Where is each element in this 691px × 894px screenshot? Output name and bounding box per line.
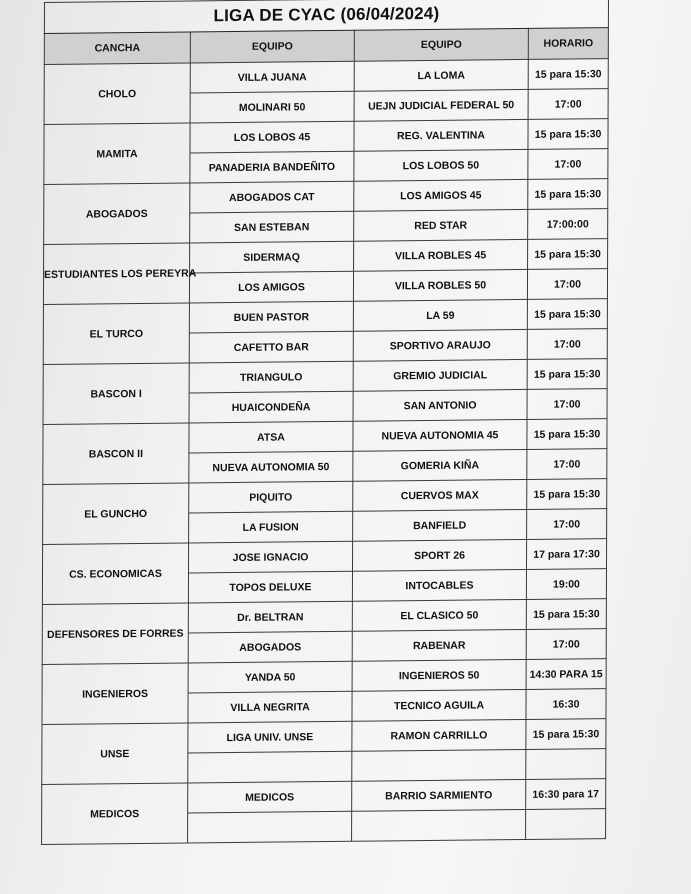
team-away-cell: SAN ANTONIO	[353, 389, 527, 421]
time-cell: 16:30	[526, 689, 606, 720]
schedule-body	[42, 59, 609, 845]
team-away-cell	[352, 749, 526, 781]
time-cell: 15 para 15:30	[528, 59, 608, 90]
team-away-cell: NUEVA AUTONOMIA 45	[353, 419, 527, 451]
team-away-cell: LOS LOBOS 50	[354, 149, 528, 181]
team-home-cell: LIGA UNIV. UNSE	[188, 721, 352, 753]
time-cell: 15 para 15:30	[527, 479, 607, 510]
cancha-cell: EL TURCO	[43, 303, 189, 365]
team-home-cell: BUEN PASTOR	[189, 301, 353, 333]
cancha-cell: ABOGADOS	[44, 183, 190, 245]
team-away-cell: TECNICO AGUILA	[352, 689, 526, 721]
team-home-cell: VILLA NEGRITA	[188, 691, 352, 723]
header-equipo-1: EQUIPO	[190, 30, 354, 63]
schedule-sheet	[41, 0, 608, 888]
team-home-cell: Dr. BELTRAN	[188, 601, 352, 633]
cancha-cell: UNSE	[42, 723, 188, 785]
team-home-cell: PANADERIA BANDEÑITO	[190, 151, 354, 183]
team-away-cell: LA 59	[353, 299, 527, 331]
team-away-cell: LOS AMIGOS 45	[354, 179, 528, 211]
cancha-cell: INGENIEROS	[42, 663, 188, 725]
time-cell: 17:00	[527, 269, 607, 300]
time-cell: 17:00	[527, 449, 607, 480]
team-home-cell	[188, 751, 352, 783]
team-away-cell: REG. VALENTINA	[354, 119, 528, 151]
team-home-cell: TRIANGULO	[189, 361, 353, 393]
cancha-cell: CS. ECONOMICAS	[42, 543, 188, 605]
team-home-cell: SAN ESTEBAN	[190, 211, 354, 243]
team-home-cell: TOPOS DELUXE	[188, 571, 352, 603]
cancha-cell: MAMITA	[44, 123, 190, 185]
time-cell: 15 para 15:30	[527, 299, 607, 330]
team-away-cell: BANFIELD	[353, 509, 527, 541]
cancha-cell: BASCON I	[43, 363, 189, 425]
time-cell: 15 para 15:30	[527, 419, 607, 450]
team-home-cell: CAFETTO BAR	[189, 331, 353, 363]
team-away-cell: INTOCABLES	[352, 569, 526, 601]
team-away-cell: RAMON CARRILLO	[352, 719, 526, 751]
team-away-cell: VILLA ROBLES 45	[354, 239, 528, 271]
cancha-cell: DEFENSORES DE FORRES	[42, 603, 188, 665]
time-cell: 16:30 para 17	[526, 779, 606, 810]
team-home-cell: HUAICONDEÑA	[189, 391, 353, 423]
time-cell: 15 para 15:30	[526, 719, 606, 750]
time-cell: 17:00	[528, 89, 608, 120]
team-away-cell: GREMIO JUDICIAL	[353, 359, 527, 391]
time-cell: 17:00	[527, 329, 607, 360]
team-home-cell: ATSA	[189, 421, 353, 453]
time-cell	[526, 749, 606, 780]
team-away-cell: GOMERIA KIÑA	[353, 449, 527, 481]
team-home-cell: PIQUITO	[189, 481, 353, 513]
team-home-cell: VILLA JUANA	[190, 61, 354, 93]
team-home-cell: LA FUSION	[189, 511, 353, 543]
cancha-cell: MEDICOS	[42, 783, 188, 845]
header-cancha: CANCHA	[44, 32, 190, 65]
team-home-cell: NUEVA AUTONOMIA 50	[189, 451, 353, 483]
team-away-cell: LA LOMA	[354, 59, 528, 91]
page-title: LIGA DE CYAC (06/04/2024)	[44, 0, 608, 33]
team-home-cell: LOS AMIGOS	[189, 271, 353, 303]
cancha-cell: ESTUDIANTES LOS PEREYRA	[43, 243, 189, 305]
team-home-cell: YANDA 50	[188, 661, 352, 693]
time-cell: 17:00	[528, 149, 608, 180]
time-cell: 17:00	[526, 629, 606, 660]
team-home-cell: MOLINARI 50	[190, 91, 354, 123]
team-home-cell: MEDICOS	[188, 781, 352, 813]
team-home-cell: ABOGADOS CAT	[190, 181, 354, 213]
team-home-cell: SIDERMAQ	[190, 241, 354, 273]
time-cell: 17 para 17:30	[526, 539, 606, 570]
team-home-cell: ABOGADOS	[188, 631, 352, 663]
team-away-cell: CUERVOS MAX	[353, 479, 527, 511]
team-away-cell: RABENAR	[352, 629, 526, 661]
time-cell: 15 para 15:30	[528, 239, 608, 270]
time-cell: 15 para 15:30	[526, 599, 606, 630]
cancha-cell: EL GUNCHO	[43, 483, 189, 545]
team-away-cell: BARRIO SARMIENTO	[352, 779, 526, 811]
schedule-table	[41, 0, 609, 845]
time-cell: 14:30 PARA 15	[526, 659, 606, 690]
team-away-cell: SPORT 26	[352, 539, 526, 571]
time-cell: 17:00:00	[528, 209, 608, 240]
team-away-cell: INGENIEROS 50	[352, 659, 526, 691]
team-home-cell: LOS LOBOS 45	[190, 121, 354, 153]
team-away-cell: RED STAR	[354, 209, 528, 241]
team-home-cell	[188, 811, 352, 843]
time-cell: 15 para 15:30	[528, 119, 608, 150]
cancha-cell: BASCON II	[43, 423, 189, 485]
team-away-cell: EL CLASICO 50	[352, 599, 526, 631]
team-away-cell: SPORTIVO ARAUJO	[353, 329, 527, 361]
time-cell: 17:00	[527, 389, 607, 420]
team-home-cell: JOSE IGNACIO	[189, 541, 353, 573]
team-away-cell: UEJN JUDICIAL FEDERAL 50	[354, 89, 528, 121]
header-horario: HORARIO	[528, 28, 608, 60]
time-cell: 15 para 15:30	[528, 179, 608, 210]
time-cell	[526, 809, 606, 840]
team-away-cell	[352, 809, 526, 841]
team-away-cell: VILLA ROBLES 50	[353, 269, 527, 301]
time-cell: 15 para 15:30	[527, 359, 607, 390]
time-cell: 17:00	[527, 509, 607, 540]
header-equipo-2: EQUIPO	[354, 28, 528, 61]
cancha-cell: CHOLO	[44, 63, 190, 125]
time-cell: 19:00	[526, 569, 606, 600]
